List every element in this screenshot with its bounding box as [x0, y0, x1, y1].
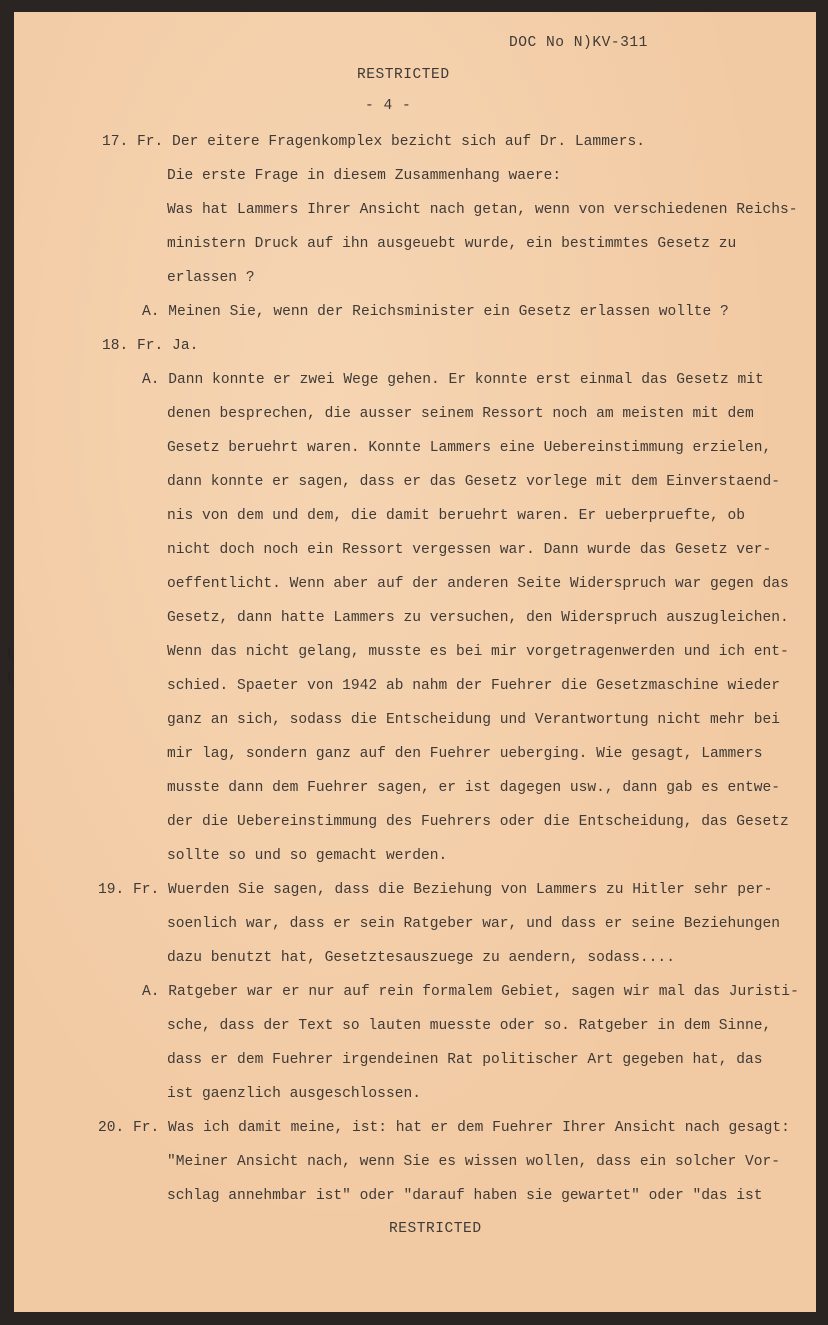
text-line: ist gaenzlich ausgeschlossen. [167, 1086, 421, 1102]
text-line: 18. Fr. Ja. [102, 338, 199, 354]
text-line: 17. Fr. Der eitere Fragenkomplex bezicht sich auf Dr. Lammers. [102, 134, 645, 150]
text-line: schied. Spaeter von 1942 ab nahm der Fuehrer die Gesetzmaschine wieder [167, 678, 781, 694]
classification-top: RESTRICTED [357, 67, 450, 83]
text-line: dazu benutzt hat, Gesetztesauszuege zu aendern, sodass.... [167, 950, 675, 966]
text-line: Gesetz beruehrt waren. Konnte Lammers eine Uebereinstimmung erzielen, [167, 440, 772, 456]
text-line: A. Meinen Sie, wenn der Reichsminister ein Gesetz erlassen wollte ? [142, 304, 729, 320]
text-line: A. Dann konnte er zwei Wege gehen. Er konnte erst einmal das Gesetz mit [142, 372, 764, 388]
text-line: "Meiner Ansicht nach, wenn Sie es wissen wollen, dass ein solcher Vor- [167, 1154, 781, 1170]
text-line: ministern Druck auf ihn ausgeuebt wurde, ein bestimmtes Gesetz zu [167, 236, 737, 252]
doc-number: DOC No N)KV-311 [509, 35, 648, 51]
text-line: soenlich war, dass er sein Ratgeber war, und dass er seine Beziehungen [167, 916, 781, 932]
text-line: Was hat Lammers Ihrer Ansicht nach getan, wenn von verschiedenen Reichs- [167, 202, 798, 218]
text-line: A. Ratgeber war er nur auf rein formalem Gebiet, sagen wir mal das Juristi- [142, 984, 799, 1000]
text-line: dass er dem Fuehrer irgendeinen Rat politischer Art gegeben hat, das [167, 1052, 763, 1068]
binding-mark [8, 648, 16, 658]
text-line: 19. Fr. Wuerden Sie sagen, dass die Beziehung von Lammers zu Hitler sehr per- [98, 882, 773, 898]
binding-mark [8, 672, 16, 682]
text-line: oeffentlicht. Wenn aber auf der anderen Seite Widerspruch war gegen das [167, 576, 789, 592]
text-line: Gesetz, dann hatte Lammers zu versuchen, den Widerspruch auszugleichen. [167, 610, 789, 626]
text-line: 20. Fr. Was ich damit meine, ist: hat er dem Fuehrer Ihrer Ansicht nach gesagt: [98, 1120, 790, 1136]
text-line: nicht doch noch ein Ressort vergessen war. Dann wurde das Gesetz ver- [167, 542, 772, 558]
text-line: Die erste Frage in diesem Zusammenhang waere: [167, 168, 562, 184]
text-line: schlag annehmbar ist" oder "darauf haben sie gewartet" oder "das ist [167, 1188, 763, 1204]
text-line: musste dann dem Fuehrer sagen, er ist dagegen usw., dann gab es entwe- [167, 780, 781, 796]
text-line: denen besprechen, die ausser seinem Ressort noch am meisten mit dem [167, 406, 754, 422]
classification-bottom: RESTRICTED [389, 1221, 482, 1237]
text-line: erlassen ? [167, 270, 255, 286]
text-line: mir lag, sondern ganz auf den Fuehrer ueberging. Wie gesagt, Lammers [167, 746, 763, 762]
text-line: ganz an sich, sodass die Entscheidung und Verantwortung nicht mehr bei [167, 712, 781, 728]
text-line: sche, dass der Text so lauten muesste oder so. Ratgeber in dem Sinne, [167, 1018, 772, 1034]
text-line: dann konnte er sagen, dass er das Gesetz vorlege mit dem Einverstaend- [167, 474, 781, 490]
document-page [14, 12, 816, 1312]
text-line: der die Uebereinstimmung des Fuehrers oder die Entscheidung, das Gesetz [167, 814, 789, 830]
text-line: sollte so und so gemacht werden. [167, 848, 448, 864]
page-marker: - 4 - [365, 98, 412, 114]
text-line: Wenn das nicht gelang, musste es bei mir vorgetragenwerden und ich ent- [167, 644, 789, 660]
text-line: nis von dem und dem, die damit beruehrt waren. Er ueberpruefte, ob [167, 508, 746, 524]
